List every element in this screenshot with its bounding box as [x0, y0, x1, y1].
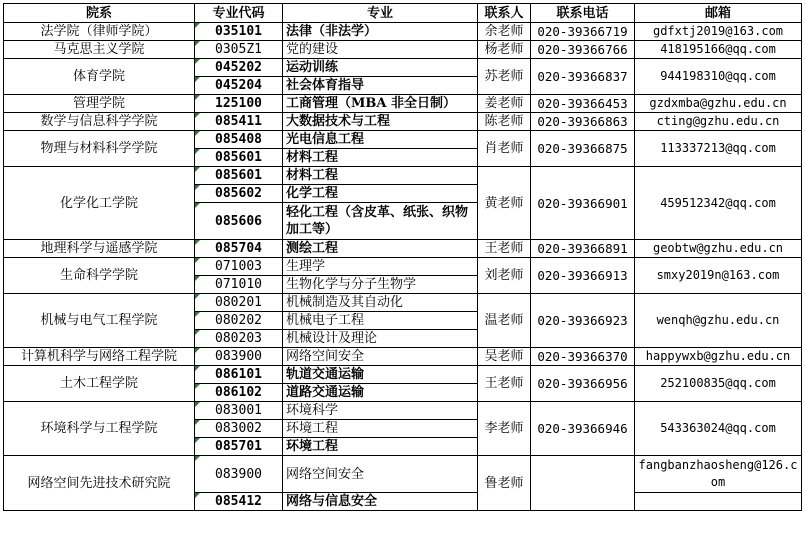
major-cell: 光电信息工程 [283, 131, 478, 149]
phone-cell: 020-39366891 [531, 240, 635, 258]
major-cell: 机械电子工程 [283, 312, 478, 330]
email-cell-empty [635, 493, 802, 511]
code-cell: 085601 [195, 149, 283, 167]
major-cell: 测绘工程 [283, 240, 478, 258]
email-cell: cting@gzhu.edu.cn [635, 113, 802, 131]
phone-cell: 020-39366913 [531, 258, 635, 294]
code-cell: 080202 [195, 312, 283, 330]
table-row [4, 294, 802, 312]
table-row [4, 366, 802, 384]
contact-cell: 王老师 [478, 366, 531, 402]
header-code: 专业代码 [195, 4, 283, 23]
phone-cell: 020-39366453 [531, 95, 635, 113]
college-cell: 化学化工学院 [4, 167, 195, 240]
contact-cell: 李老师 [478, 402, 531, 456]
major-cell: 道路交通运输 [283, 384, 478, 402]
major-cell: 轨道交通运输 [283, 366, 478, 384]
email-cell: gzdxmba@gzhu.edu.cn [635, 95, 802, 113]
phone-cell: 020-39366719 [531, 23, 635, 41]
code-cell: 085701 [195, 438, 283, 456]
code-cell: 086102 [195, 384, 283, 402]
code-cell: 0305Z1 [195, 41, 283, 59]
phone-cell: 020-39366837 [531, 59, 635, 95]
code-cell: 083900 [195, 456, 283, 493]
table-row [4, 131, 802, 149]
contact-cell: 温老师 [478, 294, 531, 348]
major-cell: 环境工程 [283, 438, 478, 456]
email-cell: gdfxtj2019@163.com [635, 23, 802, 41]
table-row [4, 402, 802, 420]
code-cell: 085602 [195, 185, 283, 203]
table-row [4, 456, 802, 493]
code-cell: 083001 [195, 402, 283, 420]
code-cell: 071003 [195, 258, 283, 276]
contact-cell: 刘老师 [478, 258, 531, 294]
contact-cell: 肖老师 [478, 131, 531, 167]
table-row [4, 95, 802, 113]
header-row [4, 4, 802, 23]
major-cell: 法律（非法学） [283, 23, 478, 41]
table-row [4, 23, 802, 41]
contacts-table [3, 3, 802, 511]
major-cell: 网络与信息安全 [283, 493, 478, 511]
header-email: 邮箱 [635, 4, 802, 23]
code-cell: 080201 [195, 294, 283, 312]
header-major: 专业 [283, 4, 478, 23]
code-cell: 085411 [195, 113, 283, 131]
major-cell: 网络空间安全 [283, 456, 478, 493]
code-cell: 125100 [195, 95, 283, 113]
major-cell: 工商管理（MBA 非全日制） [283, 95, 478, 113]
contact-cell: 苏老师 [478, 59, 531, 95]
table-row [4, 348, 802, 366]
college-cell: 网络空间先进技术研究院 [4, 456, 195, 511]
email-cell: wenqh@gzhu.edu.cn [635, 294, 802, 348]
major-cell: 网络空间安全 [283, 348, 478, 366]
contact-cell: 杨老师 [478, 41, 531, 59]
college-cell: 数学与信息科学学院 [4, 113, 195, 131]
email-cell: 113337213@qq.com [635, 131, 802, 167]
major-cell: 社会体育指导 [283, 77, 478, 95]
phone-cell: 020-39366901 [531, 167, 635, 240]
college-cell: 地理科学与遥感学院 [4, 240, 195, 258]
college-cell: 计算机科学与网络工程学院 [4, 348, 195, 366]
phone-cell: 020-39366923 [531, 294, 635, 348]
email-cell: smxy2019n@163.com [635, 258, 802, 294]
code-cell: 085408 [195, 131, 283, 149]
email-cell: happywxb@gzhu.edu.cn [635, 348, 802, 366]
phone-cell [531, 456, 635, 511]
email-cell: fangbanzhaosheng@126.com [635, 456, 802, 493]
table-row [4, 167, 802, 185]
code-cell: 085606 [195, 203, 283, 240]
header-college: 院系 [4, 4, 195, 23]
code-cell: 086101 [195, 366, 283, 384]
header-contact: 联系人 [478, 4, 531, 23]
major-cell: 环境科学 [283, 402, 478, 420]
major-cell: 党的建设 [283, 41, 478, 59]
major-cell: 环境工程 [283, 420, 478, 438]
code-cell: 085704 [195, 240, 283, 258]
major-cell: 运动训练 [283, 59, 478, 77]
college-cell: 土木工程学院 [4, 366, 195, 402]
phone-cell: 020-39366863 [531, 113, 635, 131]
major-cell: 材料工程 [283, 167, 478, 185]
email-cell: geobtw@gzhu.edu.cn [635, 240, 802, 258]
major-cell: 大数据技术与工程 [283, 113, 478, 131]
code-cell: 085601 [195, 167, 283, 185]
contact-cell: 吴老师 [478, 348, 531, 366]
code-cell: 083900 [195, 348, 283, 366]
contact-cell: 姜老师 [478, 95, 531, 113]
email-cell: 418195166@qq.com [635, 41, 802, 59]
code-cell: 071010 [195, 276, 283, 294]
major-cell: 化学工程 [283, 185, 478, 203]
major-cell: 材料工程 [283, 149, 478, 167]
major-cell: 机械制造及其自动化 [283, 294, 478, 312]
college-cell: 机械与电气工程学院 [4, 294, 195, 348]
phone-cell: 020-39366370 [531, 348, 635, 366]
contact-cell: 黄老师 [478, 167, 531, 240]
code-cell: 045204 [195, 77, 283, 95]
table-row [4, 258, 802, 276]
code-cell: 045202 [195, 59, 283, 77]
email-cell: 944198310@qq.com [635, 59, 802, 95]
major-cell: 生物化学与分子生物学 [283, 276, 478, 294]
major-cell: 生理学 [283, 258, 478, 276]
college-cell: 马克思主义学院 [4, 41, 195, 59]
table-row [4, 113, 802, 131]
code-cell: 085412 [195, 493, 283, 511]
phone-cell: 020-39366956 [531, 366, 635, 402]
college-cell: 体育学院 [4, 59, 195, 95]
email-cell: 252100835@qq.com [635, 366, 802, 402]
phone-cell: 020-39366875 [531, 131, 635, 167]
major-cell: 机械设计及理论 [283, 330, 478, 348]
code-cell: 080203 [195, 330, 283, 348]
phone-cell: 020-39366766 [531, 41, 635, 59]
phone-cell: 020-39366946 [531, 402, 635, 456]
college-cell: 物理与材料科学学院 [4, 131, 195, 167]
college-cell: 生命科学学院 [4, 258, 195, 294]
email-cell: 543363024@qq.com [635, 402, 802, 456]
major-cell: 轻化工程（含皮革、纸张、织物加工等） [283, 203, 478, 240]
contact-cell: 王老师 [478, 240, 531, 258]
contact-cell: 余老师 [478, 23, 531, 41]
contact-cell: 鲁老师 [478, 456, 531, 511]
contact-cell: 陈老师 [478, 113, 531, 131]
college-cell: 管理学院 [4, 95, 195, 113]
code-cell: 035101 [195, 23, 283, 41]
college-cell: 环境科学与工程学院 [4, 402, 195, 456]
code-cell: 083002 [195, 420, 283, 438]
header-phone: 联系电话 [531, 4, 635, 23]
college-cell: 法学院（律师学院） [4, 23, 195, 41]
email-cell: 459512342@qq.com [635, 167, 802, 240]
table-row [4, 41, 802, 59]
table-row [4, 59, 802, 77]
table-row [4, 240, 802, 258]
